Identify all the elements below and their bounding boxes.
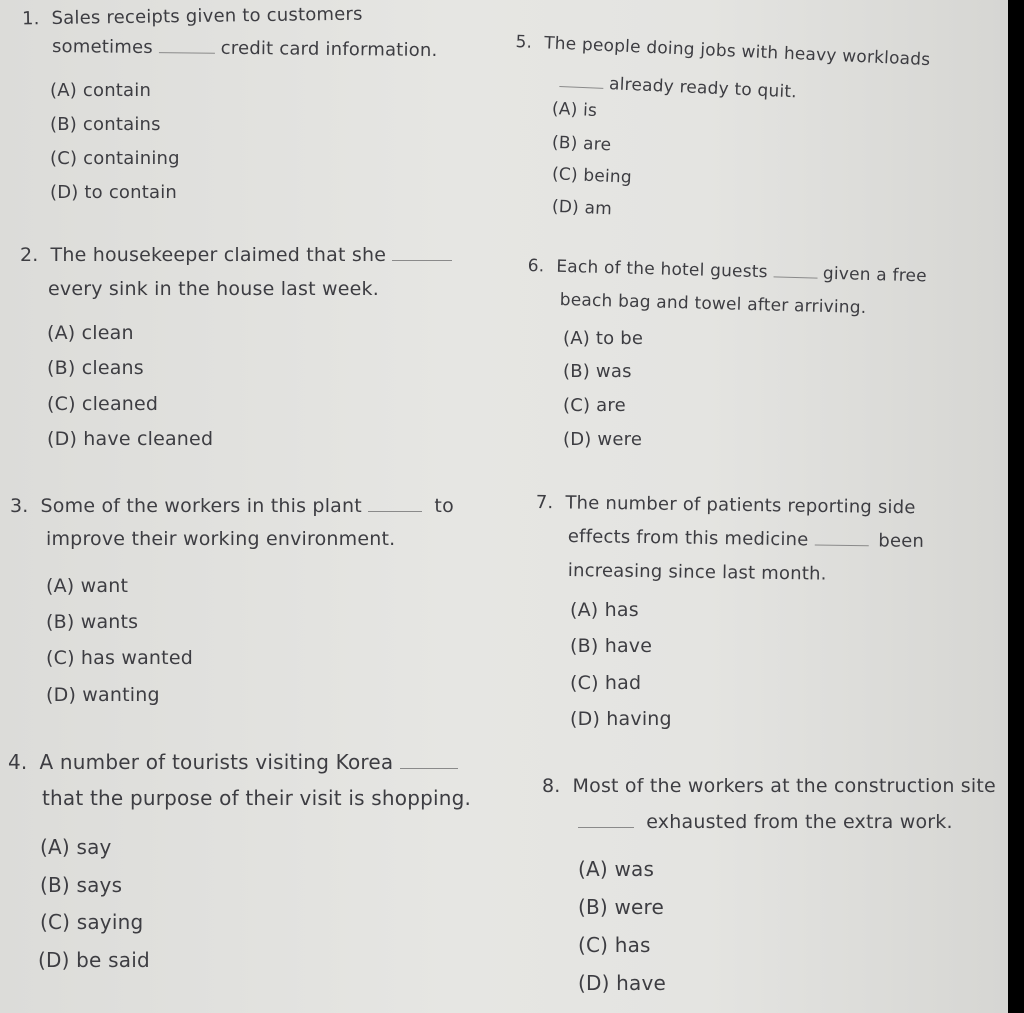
question-6-text-a: Each of the hotel guests	[556, 256, 768, 283]
question-7-text-d: increasing since last month.	[567, 560, 827, 585]
question-2-option-b: (B) cleans	[47, 357, 144, 379]
question-3-number: 3.	[10, 495, 29, 517]
question-6-line-2	[559, 290, 866, 318]
question-1-text-b: sometimes	[51, 35, 153, 59]
question-5-option-a: (A) is	[551, 99, 598, 121]
question-6-option-d: (D) were	[563, 429, 643, 450]
question-8-option-a: (A) was	[578, 857, 655, 881]
question-4-option-d: (D) be said	[38, 948, 150, 972]
question-6-option-b: (B) was	[563, 361, 632, 382]
question-4-line-1	[8, 750, 458, 774]
question-4-line-2	[42, 786, 471, 810]
question-6-line-1	[527, 256, 927, 286]
question-5-option-b: (B) are	[551, 132, 612, 156]
question-1-option-a: (A) contain	[50, 80, 152, 101]
question-7-number: 7.	[535, 492, 554, 514]
question-5-option-d: (D) am	[551, 196, 613, 220]
answer-blank	[578, 813, 634, 828]
question-6-text-c: beach bag and towel after arriving.	[559, 290, 867, 319]
question-6-number: 6.	[527, 256, 545, 277]
question-3-line-1	[10, 495, 454, 517]
question-7-text-b: effects from this medicine	[567, 526, 809, 551]
question-1-number: 1.	[21, 8, 40, 30]
answer-blank	[773, 262, 817, 278]
question-8-number: 8.	[542, 775, 561, 797]
question-7-text-c: been	[878, 530, 925, 552]
question-4-option-b: (B) says	[40, 873, 123, 897]
question-2-text-b: every sink in the house last week.	[48, 278, 379, 300]
question-5-text-b: already ready to quit.	[608, 74, 798, 103]
question-1-option-b: (B) contains	[50, 114, 161, 135]
question-2-option-a: (A) clean	[47, 322, 134, 344]
answer-blank	[392, 246, 452, 261]
question-4-option-a: (A) say	[40, 835, 112, 859]
answer-blank	[400, 754, 458, 769]
question-8-line-1	[542, 775, 996, 797]
question-2-line-1	[20, 244, 452, 266]
question-8-text-a: Most of the workers at the construction site	[572, 775, 996, 797]
question-4-option-c: (C) saying	[40, 910, 144, 934]
question-6-text-b: given a free	[822, 263, 928, 287]
question-8-option-b: (B) were	[578, 895, 665, 919]
question-1-text-c: credit card information.	[220, 37, 438, 62]
question-3-option-b: (B) wants	[46, 611, 139, 633]
question-4-text-b: that the purpose of their visit is shopping.	[42, 786, 472, 810]
question-5-text-a: The people doing jobs with heavy workloads	[543, 33, 931, 71]
question-8-line-2	[578, 811, 953, 833]
question-3-text-c: improve their working environment.	[46, 528, 396, 550]
question-6-option-a: (A) to be	[563, 328, 644, 349]
question-1-option-c: (C) containing	[50, 148, 180, 169]
question-7-option-a: (A) has	[570, 599, 639, 621]
answer-blank	[559, 72, 604, 89]
question-5-option-c: (C) being	[551, 164, 633, 188]
answer-blank	[159, 38, 215, 54]
question-7-line-3	[568, 560, 827, 585]
question-3-option-a: (A) want	[46, 575, 129, 597]
answer-blank	[814, 530, 868, 546]
question-3-text-b: to	[434, 495, 454, 517]
question-3-line-2	[46, 528, 395, 550]
question-7-line-2	[568, 526, 925, 552]
question-3-text-a: Some of the workers in this plant	[40, 495, 362, 517]
question-7-text-a: The number of patients reporting side	[565, 492, 916, 519]
question-1-option-d: (D) to contain	[50, 182, 178, 203]
question-7-option-c: (C) had	[570, 672, 642, 694]
question-7-line-1	[536, 492, 916, 518]
question-1-line-2	[52, 36, 438, 61]
question-7-option-b: (B) have	[570, 635, 653, 657]
question-5-number: 5.	[515, 32, 533, 53]
question-8-option-d: (D) have	[578, 971, 667, 995]
question-1-line-1	[22, 4, 363, 30]
question-8-option-c: (C) has	[578, 933, 651, 957]
question-3-option-c: (C) has wanted	[46, 647, 193, 669]
question-5-line-2	[559, 72, 797, 102]
answer-blank	[368, 497, 422, 512]
question-2-option-c: (C) cleaned	[47, 393, 159, 415]
question-1-text-a: Sales receipts given to customers	[51, 3, 363, 29]
question-2-line-2	[48, 278, 379, 300]
question-6-option-c: (C) are	[563, 395, 626, 416]
question-3-option-d: (D) wanting	[46, 684, 160, 706]
question-2-number: 2.	[20, 244, 39, 266]
question-8-text-b: exhausted from the extra work.	[646, 811, 953, 833]
question-2-option-d: (D) have cleaned	[47, 428, 214, 450]
question-2-text-a: The housekeeper claimed that she	[50, 244, 387, 266]
question-7-option-d: (D) having	[570, 708, 672, 730]
question-4-text-a: A number of tourists visiting Korea	[39, 750, 394, 774]
question-5-line-1	[515, 32, 931, 70]
question-4-number: 4.	[8, 750, 28, 774]
